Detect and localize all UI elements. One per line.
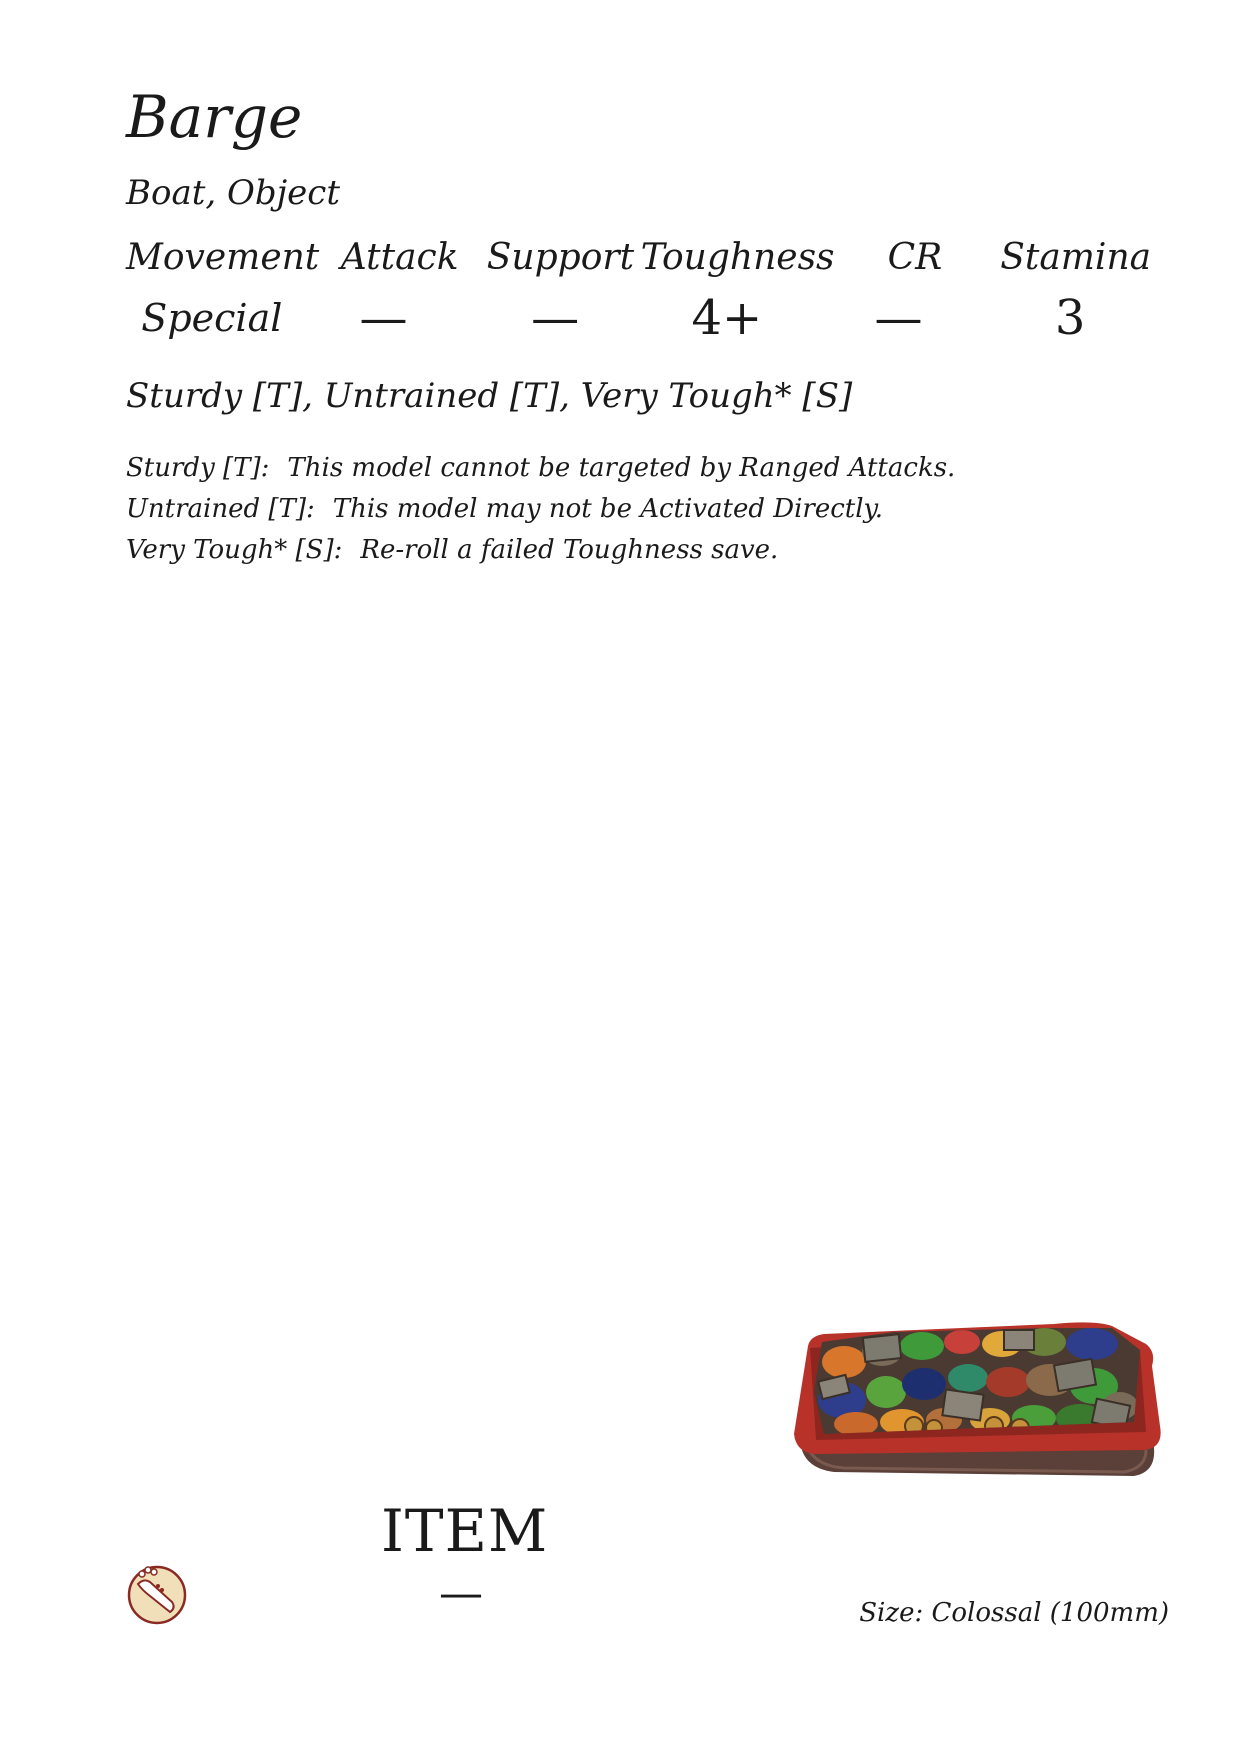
item-label: ITEM [381,1497,549,1565]
rule-untrained [126,489,955,530]
stat-value-stamina: 3 [1054,290,1086,346]
barge-model-image [794,1322,1170,1480]
rule-text: This model cannot be targeted by Ranged Attacks. [287,453,956,483]
stat-header-toughness: Toughness [640,237,835,278]
stat-value-cr: — [874,290,923,346]
item-value: — [439,1568,483,1619]
rule-text: This model may not be Activated Directly. [332,494,884,524]
rule-name: Sturdy [T]: [126,453,270,483]
stat-header-stamina: Stamina [1000,237,1152,278]
stat-table [126,236,1156,348]
stat-header-support: Support [486,237,635,278]
rule-name: Untrained [T]: [126,494,315,524]
size-label: Size: Colossal (100mm) [859,1598,1169,1628]
rule-text: Re-roll a failed Toughness save. [360,535,779,565]
hand-scroll-logo-icon [124,1560,190,1626]
card-title: Barge [126,83,303,151]
stat-value-toughness: 4+ [691,290,763,346]
stat-header-row [126,236,1156,280]
stat-value-row [126,280,1156,348]
stat-value-attack: — [359,290,408,346]
stat-value-support: — [531,290,580,346]
rule-very-tough [126,530,955,571]
stat-header-cr: CR [887,237,943,278]
traits-line: Sturdy [T], Untrained [T], Very Tough* [S] [126,376,853,416]
card-keywords: Boat, Object [126,173,341,213]
rule-sturdy [126,448,955,489]
rules-list [126,448,955,571]
rule-name: Very Tough* [S]: [126,535,343,565]
stat-header-movement: Movement [126,237,320,278]
stat-header-attack: Attack [340,237,459,278]
stat-value-movement: Special [141,296,283,340]
